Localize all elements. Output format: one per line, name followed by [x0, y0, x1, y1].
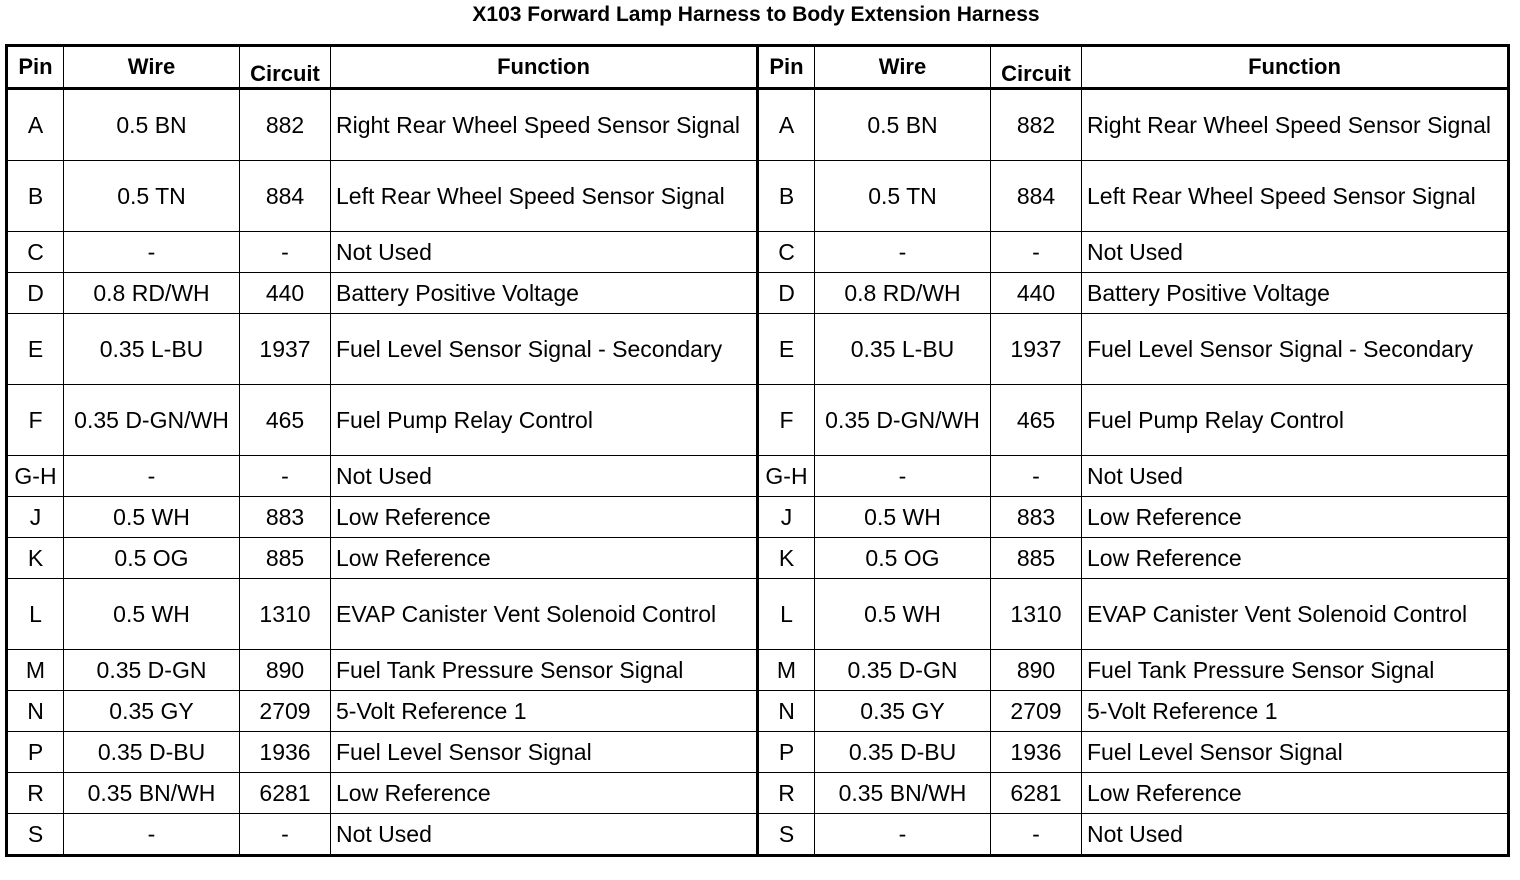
function-cell: Low Reference: [1082, 497, 1509, 538]
circuit-cell: -: [240, 814, 331, 856]
pin-cell: J: [758, 497, 815, 538]
pin-cell: M: [758, 650, 815, 691]
function-cell: 5-Volt Reference 1: [331, 691, 758, 732]
wire-cell: 0.35 D-BU: [64, 732, 240, 773]
pin-cell: P: [7, 732, 64, 773]
table-row: [7, 385, 1509, 456]
wire-cell: 0.5 WH: [815, 497, 991, 538]
table-row: [7, 456, 1509, 497]
function-cell: Low Reference: [1082, 538, 1509, 579]
function-cell: Fuel Level Sensor Signal - Secondary: [1082, 314, 1509, 385]
wire-cell: 0.35 D-GN: [64, 650, 240, 691]
pin-cell: F: [758, 385, 815, 456]
wire-cell: 0.35 GY: [815, 691, 991, 732]
circuit-cell: -: [240, 232, 331, 273]
function-cell: Low Reference: [331, 497, 758, 538]
document-title: X103 Forward Lamp Harness to Body Extension Harness: [472, 3, 1040, 26]
circuit-cell: 882: [991, 89, 1082, 161]
wire-cell: -: [64, 814, 240, 856]
table-row: [7, 89, 1509, 161]
wire-cell: 0.35 BN/WH: [64, 773, 240, 814]
pin-cell: E: [7, 314, 64, 385]
pin-cell: A: [758, 89, 815, 161]
function-cell: Left Rear Wheel Speed Sensor Signal: [331, 161, 758, 232]
circuit-cell: 2709: [991, 691, 1082, 732]
function-cell: Low Reference: [331, 773, 758, 814]
circuit-cell: 2709: [240, 691, 331, 732]
pin-cell: S: [7, 814, 64, 856]
table-row: [7, 691, 1509, 732]
table-row: [7, 650, 1509, 691]
circuit-cell: 6281: [991, 773, 1082, 814]
circuit-cell: 890: [991, 650, 1082, 691]
pin-cell: C: [758, 232, 815, 273]
function-cell: Low Reference: [1082, 773, 1509, 814]
circuit-cell: 440: [240, 273, 331, 314]
function-cell: Low Reference: [331, 538, 758, 579]
pin-cell: M: [7, 650, 64, 691]
circuit-cell: 1937: [240, 314, 331, 385]
function-cell: 5-Volt Reference 1: [1082, 691, 1509, 732]
table-row: [7, 273, 1509, 314]
circuit-cell: 883: [240, 497, 331, 538]
circuit-cell: 6281: [240, 773, 331, 814]
wire-cell: 0.35 BN/WH: [815, 773, 991, 814]
circuit-cell: 440: [991, 273, 1082, 314]
circuit-cell: 465: [991, 385, 1082, 456]
wire-cell: 0.5 TN: [64, 161, 240, 232]
wire-cell: 0.5 OG: [815, 538, 991, 579]
circuit-cell: 1936: [240, 732, 331, 773]
function-cell: Fuel Tank Pressure Sensor Signal: [331, 650, 758, 691]
function-cell: Not Used: [1082, 232, 1509, 273]
function-cell: Fuel Pump Relay Control: [1082, 385, 1509, 456]
table-row: [7, 497, 1509, 538]
pin-cell: D: [7, 273, 64, 314]
circuit-cell: 882: [240, 89, 331, 161]
wire-cell: 0.35 L-BU: [815, 314, 991, 385]
header-function: Function: [1082, 46, 1509, 89]
header-pin: Pin: [7, 46, 64, 89]
table-row: [7, 314, 1509, 385]
function-cell: Fuel Level Sensor Signal - Secondary: [331, 314, 758, 385]
wire-cell: 0.35 D-GN/WH: [64, 385, 240, 456]
circuit-cell: 1936: [991, 732, 1082, 773]
circuit-cell: 885: [991, 538, 1082, 579]
circuit-cell: -: [991, 232, 1082, 273]
pin-cell: B: [758, 161, 815, 232]
function-cell: Not Used: [331, 814, 758, 856]
pin-cell: L: [758, 579, 815, 650]
circuit-cell: 885: [240, 538, 331, 579]
header-pin: Pin: [758, 46, 815, 89]
wire-cell: -: [815, 456, 991, 497]
header-wire: Wire: [64, 46, 240, 89]
pin-cell: G-H: [7, 456, 64, 497]
wire-cell: 0.5 WH: [815, 579, 991, 650]
header-circuit: Circuit: [240, 46, 331, 89]
pin-rows: [7, 89, 1509, 856]
wire-cell: 0.5 WH: [64, 497, 240, 538]
wire-cell: 0.8 RD/WH: [815, 273, 991, 314]
wire-cell: -: [815, 814, 991, 856]
function-cell: Left Rear Wheel Speed Sensor Signal: [1082, 161, 1509, 232]
function-cell: Not Used: [331, 232, 758, 273]
circuit-cell: 1937: [991, 314, 1082, 385]
wire-cell: 0.5 BN: [64, 89, 240, 161]
function-cell: Fuel Level Sensor Signal: [331, 732, 758, 773]
header-wire: Wire: [815, 46, 991, 89]
wire-cell: 0.35 L-BU: [64, 314, 240, 385]
header-circuit: Circuit: [991, 46, 1082, 89]
circuit-cell: -: [240, 456, 331, 497]
pin-cell: A: [7, 89, 64, 161]
wire-cell: 0.35 D-GN/WH: [815, 385, 991, 456]
pin-cell: N: [7, 691, 64, 732]
function-cell: Right Rear Wheel Speed Sensor Signal: [1082, 89, 1509, 161]
header-row: [7, 46, 1509, 89]
circuit-cell: -: [991, 814, 1082, 856]
function-cell: Battery Positive Voltage: [1082, 273, 1509, 314]
function-cell: EVAP Canister Vent Solenoid Control: [331, 579, 758, 650]
pin-cell: G-H: [758, 456, 815, 497]
wire-cell: 0.5 TN: [815, 161, 991, 232]
wire-cell: 0.5 WH: [64, 579, 240, 650]
function-cell: Right Rear Wheel Speed Sensor Signal: [331, 89, 758, 161]
circuit-cell: 465: [240, 385, 331, 456]
pin-cell: P: [758, 732, 815, 773]
function-cell: Fuel Level Sensor Signal: [1082, 732, 1509, 773]
circuit-cell: 883: [991, 497, 1082, 538]
wire-cell: 0.35 GY: [64, 691, 240, 732]
circuit-cell: 884: [240, 161, 331, 232]
wire-cell: -: [64, 456, 240, 497]
pin-cell: J: [7, 497, 64, 538]
wire-cell: 0.8 RD/WH: [64, 273, 240, 314]
table-row: [7, 538, 1509, 579]
wire-cell: 0.5 BN: [815, 89, 991, 161]
connector-pinout-table: [5, 44, 1510, 857]
table-row: [7, 232, 1509, 273]
function-cell: Fuel Tank Pressure Sensor Signal: [1082, 650, 1509, 691]
circuit-cell: 1310: [991, 579, 1082, 650]
pin-cell: K: [758, 538, 815, 579]
table-row: [7, 773, 1509, 814]
wire-cell: 0.35 D-BU: [815, 732, 991, 773]
header-function: Function: [331, 46, 758, 89]
function-cell: Fuel Pump Relay Control: [331, 385, 758, 456]
table-row: [7, 732, 1509, 773]
pin-cell: B: [7, 161, 64, 232]
pin-cell: S: [758, 814, 815, 856]
table-row: [7, 814, 1509, 856]
pin-cell: D: [758, 273, 815, 314]
function-cell: Battery Positive Voltage: [331, 273, 758, 314]
circuit-cell: -: [991, 456, 1082, 497]
wire-cell: 0.5 OG: [64, 538, 240, 579]
circuit-cell: 890: [240, 650, 331, 691]
function-cell: Not Used: [331, 456, 758, 497]
pin-cell: K: [7, 538, 64, 579]
function-cell: EVAP Canister Vent Solenoid Control: [1082, 579, 1509, 650]
table-row: [7, 579, 1509, 650]
pin-cell: C: [7, 232, 64, 273]
function-cell: Not Used: [1082, 814, 1509, 856]
table-row: [7, 161, 1509, 232]
pin-cell: F: [7, 385, 64, 456]
circuit-cell: 1310: [240, 579, 331, 650]
circuit-cell: 884: [991, 161, 1082, 232]
function-cell: Not Used: [1082, 456, 1509, 497]
pin-cell: E: [758, 314, 815, 385]
pin-cell: R: [758, 773, 815, 814]
wire-cell: -: [815, 232, 991, 273]
pin-cell: R: [7, 773, 64, 814]
pin-cell: N: [758, 691, 815, 732]
wire-cell: 0.35 D-GN: [815, 650, 991, 691]
wire-cell: -: [64, 232, 240, 273]
pin-cell: L: [7, 579, 64, 650]
